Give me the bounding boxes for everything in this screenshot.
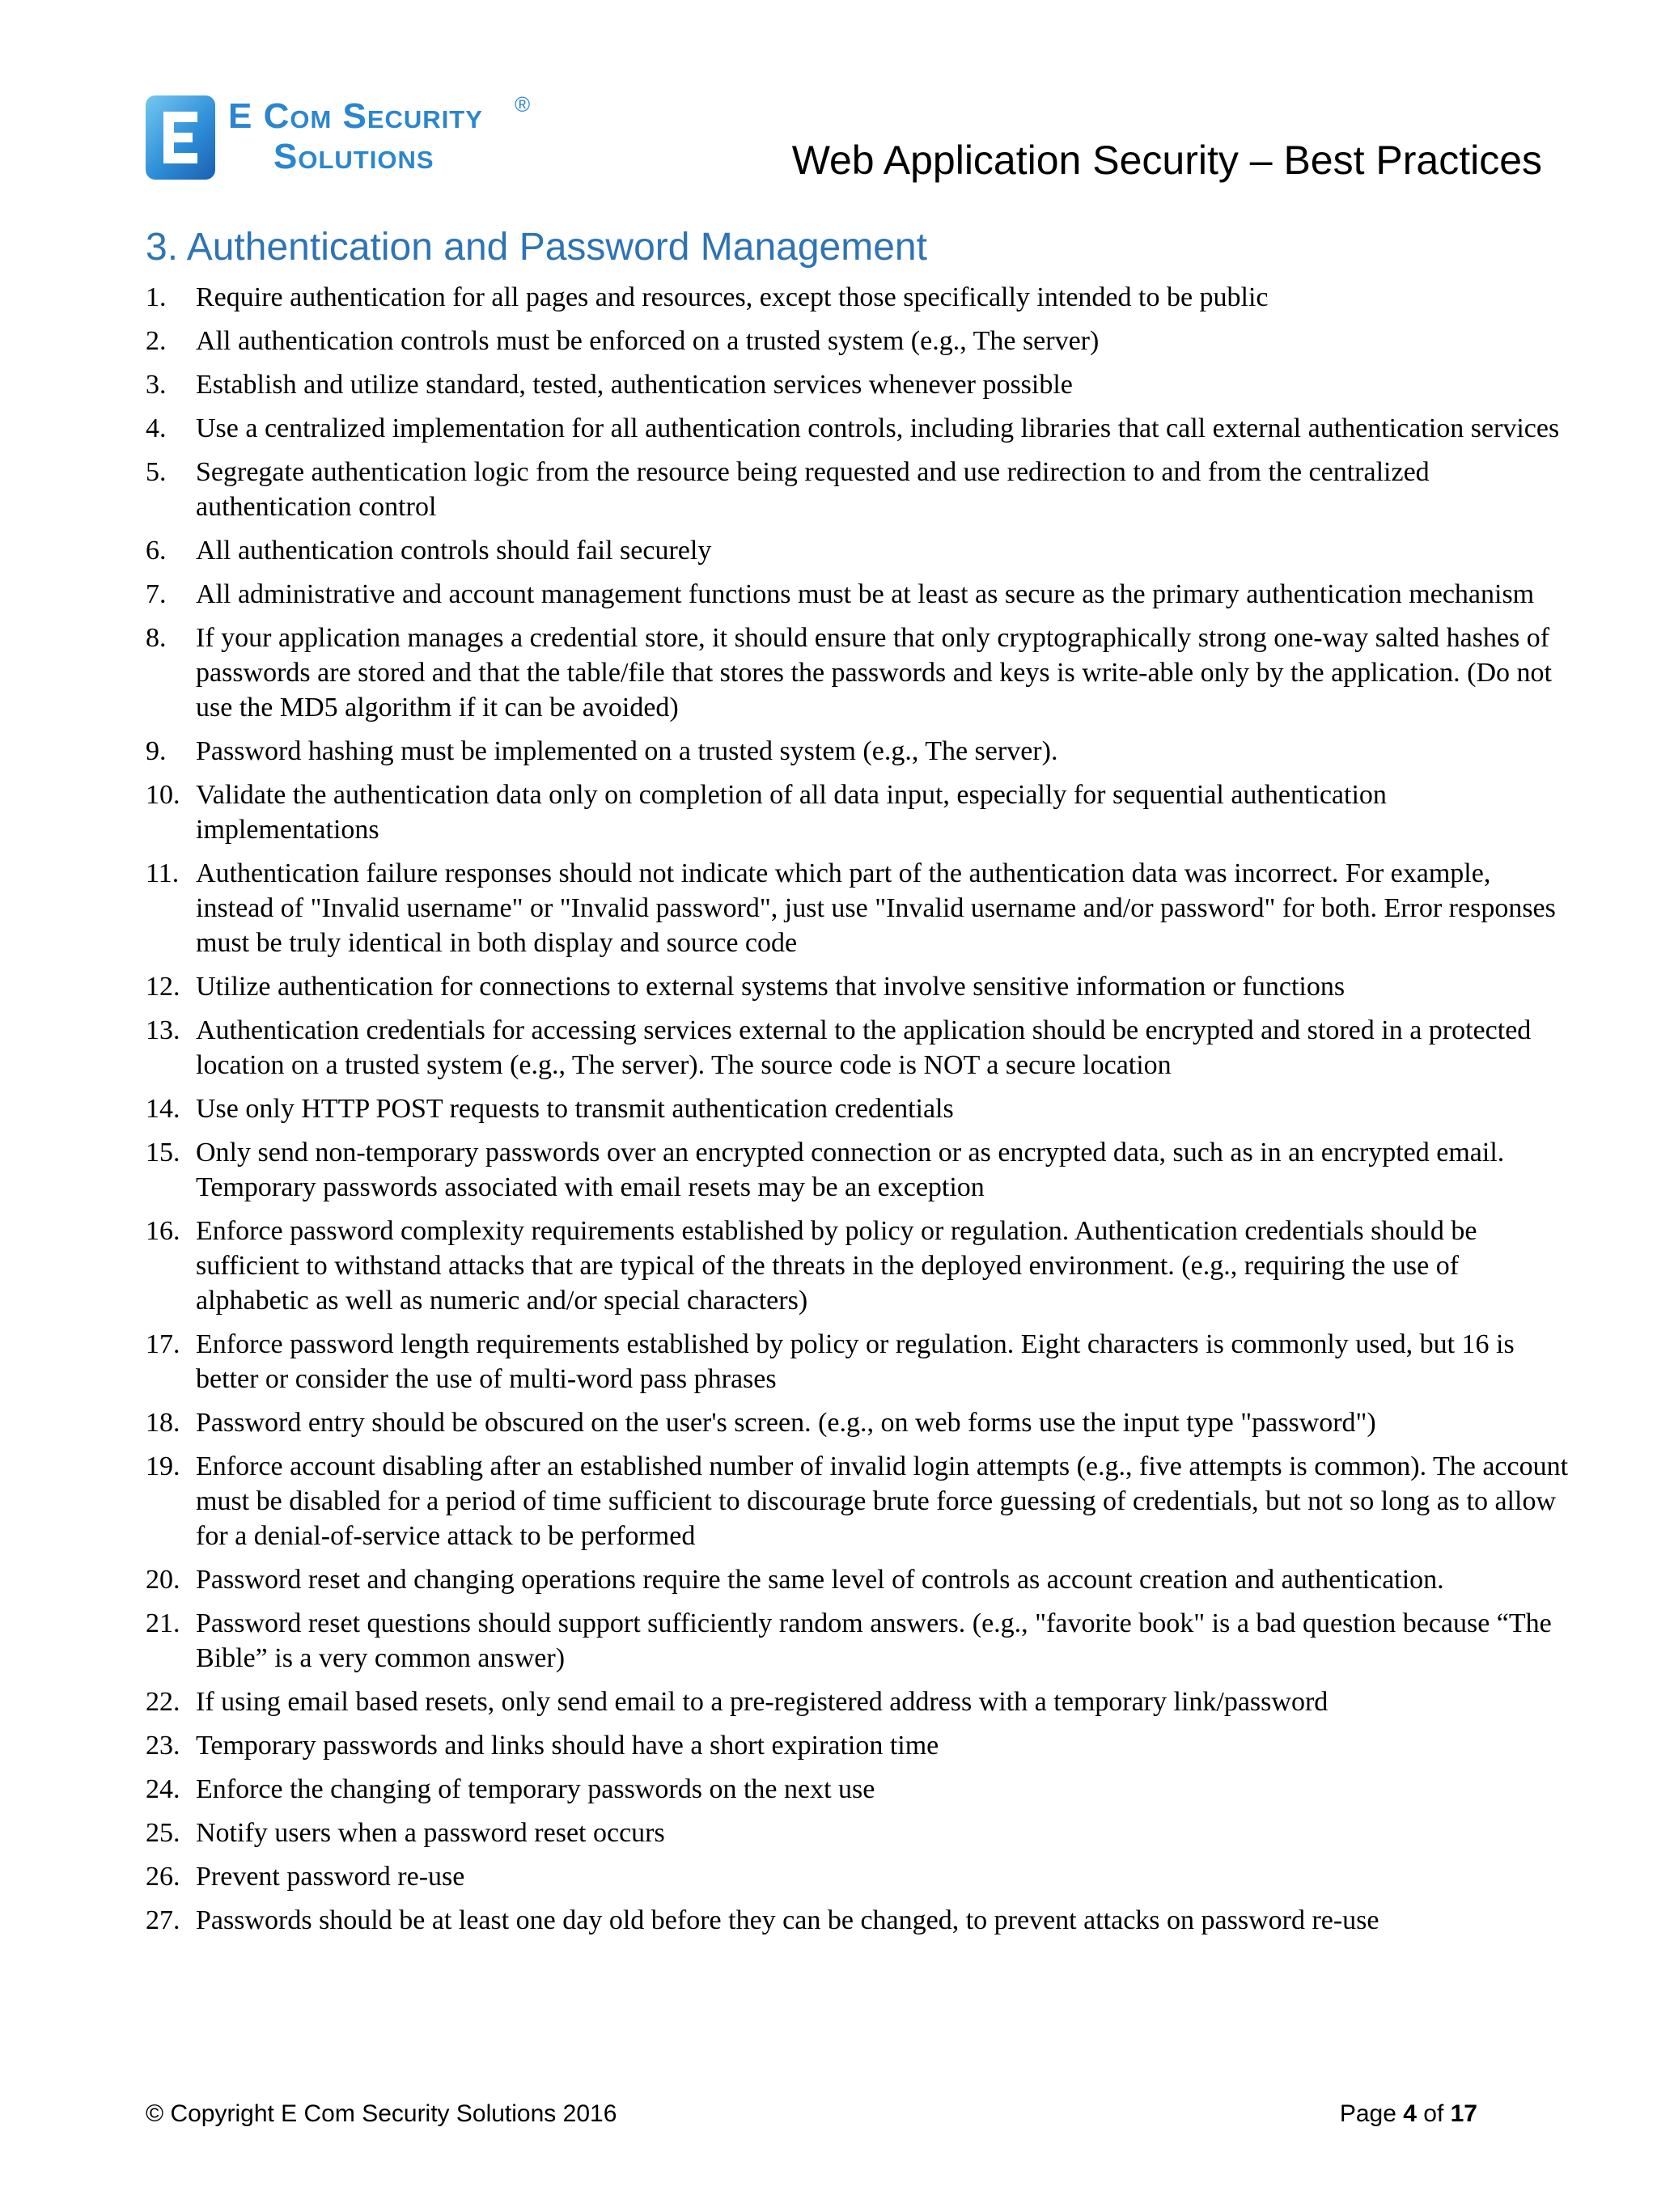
list-item-text: Use only HTTP POST requests to transmit authentication credentials bbox=[196, 1094, 954, 1124]
list-item-number: 21. bbox=[146, 1608, 180, 1638]
section-heading: 3. Authentication and Password Management bbox=[146, 226, 927, 269]
page-total: 17 bbox=[1450, 2100, 1477, 2127]
list-item-number: 18. bbox=[146, 1408, 180, 1438]
list-item bbox=[146, 856, 1570, 960]
list-item-text: Use a centralized implementation for all authentication controls, including libraries that call external authentication services bbox=[196, 413, 1560, 443]
list-item-number: 17. bbox=[146, 1329, 180, 1359]
page-of: of bbox=[1416, 2100, 1451, 2127]
footer-copyright: © Copyright E Com Security Solutions 2016 bbox=[146, 2100, 617, 2127]
list-item-text: If your application manages a credential store, it should ensure that only cryptographically strong one-way salted hashes of passwords are stored and that the table/file that stores the passwords and keys is write-able only by the application. (Do not use the MD5 algorithm if it can be avoided) bbox=[196, 623, 1552, 723]
list-item bbox=[146, 1772, 1570, 1807]
list-item-text: Notify users when a password reset occurs bbox=[196, 1818, 665, 1848]
list-item-number: 9. bbox=[146, 736, 167, 766]
list-item-text: Password reset and changing operations require the same level of controls as account creation and authentication. bbox=[196, 1565, 1444, 1595]
document-title: Web Application Security – Best Practices bbox=[791, 138, 1542, 183]
list-item bbox=[146, 1562, 1570, 1597]
list-item bbox=[146, 1606, 1570, 1676]
list-item-text: All authentication controls must be enforced on a trusted system (e.g., The server) bbox=[196, 326, 1100, 356]
list-item bbox=[146, 1816, 1570, 1850]
list-item-text: All administrative and account management functions must be at least as secure as the primary authentication mechanism bbox=[196, 579, 1535, 609]
list-item-text: Enforce the changing of temporary passwords on the next use bbox=[196, 1774, 875, 1804]
list-item bbox=[146, 1013, 1570, 1083]
list-item bbox=[146, 1327, 1570, 1396]
list-item bbox=[146, 1405, 1570, 1440]
list-item-number: 3. bbox=[146, 370, 167, 400]
list-item-text: Enforce password complexity requirements established by policy or regulation. Authentication credentials should be sufficient to withstand attacks that are typical of the threats in the deployed environment. (e.g., requiring the use of alphabetic as well as numeric and/or special characters) bbox=[196, 1216, 1477, 1316]
list-item-number: 15. bbox=[146, 1138, 180, 1167]
list-item-text: Password reset questions should support sufficiently random answers. (e.g., "favorite book" is a bad question because “The Bible” is a very common answer) bbox=[196, 1608, 1552, 1673]
list-item-text: Passwords should be at least one day old before they can be changed, to prevent attacks on password re-use bbox=[196, 1905, 1379, 1935]
list-item bbox=[146, 621, 1570, 725]
list-item-number: 13. bbox=[146, 1015, 180, 1045]
list-item-number: 11. bbox=[146, 858, 180, 888]
list-item-number: 19. bbox=[146, 1451, 180, 1481]
list-item bbox=[146, 1449, 1570, 1553]
list-item bbox=[146, 411, 1570, 446]
list-item bbox=[146, 577, 1570, 612]
list-item-text: Enforce password length requirements established by policy or regulation. Eight characters is commonly used, but 16 is better or consider the use of multi-word pass phrases bbox=[196, 1329, 1515, 1394]
list-item bbox=[146, 280, 1570, 315]
list-item-text: Establish and utilize standard, tested, authentication services whenever possible bbox=[196, 370, 1073, 400]
list-item-number: 25. bbox=[146, 1818, 180, 1848]
list-item bbox=[146, 1684, 1570, 1719]
list-item-text: Segregate authentication logic from the resource being requested and use redirection to and from the centralized authentication control bbox=[196, 457, 1430, 522]
logo-e-icon bbox=[146, 95, 215, 180]
list-item-number: 26. bbox=[146, 1862, 180, 1892]
list-item-text: Enforce account disabling after an established number of invalid login attempts (e.g., five attempts is common). The account must be disabled for a period of time sufficient to discourage brute force guessing of credentials, but not so long as to allow for a denial-of-service attack to be performed bbox=[196, 1451, 1569, 1551]
list-item-number: 12. bbox=[146, 972, 180, 1002]
list-item bbox=[146, 1859, 1570, 1894]
list-item-text: Prevent password re-use bbox=[196, 1862, 465, 1892]
list-item bbox=[146, 1903, 1570, 1938]
list-item-text: Only send non-temporary passwords over an encrypted connection or as encrypted data, such as in an encrypted email. Temporary passwords associated with email resets may be an exception bbox=[196, 1138, 1505, 1202]
list-item-text: Utilize authentication for connections to external systems that involve sensitive information or functions bbox=[196, 972, 1346, 1002]
list-item-text: All authentication controls should fail securely bbox=[196, 536, 712, 566]
logo-registered-mark: ® bbox=[515, 92, 531, 117]
list-item-number: 24. bbox=[146, 1774, 180, 1804]
logo-text-line2: Solutions bbox=[273, 137, 434, 176]
list-item-number: 6. bbox=[146, 536, 167, 566]
list-item-text: Password entry should be obscured on the user's screen. (e.g., on web forms use the input type "password") bbox=[196, 1408, 1376, 1438]
list-item-text: Require authentication for all pages and resources, except those specifically intended to be public bbox=[196, 282, 1269, 312]
list-item bbox=[146, 367, 1570, 402]
list-item-number: 2. bbox=[146, 326, 167, 356]
requirements-list bbox=[146, 280, 1570, 1947]
list-item-number: 10. bbox=[146, 780, 180, 810]
footer-page-number bbox=[1340, 2100, 1477, 2128]
list-item-text: If using email based resets, only send email to a pre-registered address with a temporary link/password bbox=[196, 1687, 1329, 1717]
list-item bbox=[146, 533, 1570, 568]
list-item-number: 16. bbox=[146, 1216, 180, 1246]
list-item-number: 1. bbox=[146, 282, 167, 312]
list-item-number: 4. bbox=[146, 413, 167, 443]
list-item-number: 23. bbox=[146, 1731, 180, 1761]
list-item-number: 27. bbox=[146, 1905, 180, 1935]
list-item-number: 8. bbox=[146, 623, 167, 653]
list-item bbox=[146, 734, 1570, 769]
list-item-text: Validate the authentication data only on completion of all data input, especially for sequential authentication implementations bbox=[196, 780, 1387, 845]
list-item-number: 20. bbox=[146, 1565, 180, 1595]
list-item bbox=[146, 1728, 1570, 1763]
logo-text-line1: E Com Security bbox=[228, 96, 483, 136]
list-item bbox=[146, 324, 1570, 358]
list-item-number: 7. bbox=[146, 579, 167, 609]
list-item-number: 14. bbox=[146, 1094, 180, 1124]
list-item bbox=[146, 1214, 1570, 1318]
list-item-text: Authentication credentials for accessing services external to the application should be encrypted and stored in a protected location on a trusted system (e.g., The server). The source code is NOT a secure location bbox=[196, 1015, 1532, 1080]
list-item bbox=[146, 455, 1570, 524]
list-item bbox=[146, 1091, 1570, 1126]
list-item bbox=[146, 969, 1570, 1004]
company-logo bbox=[146, 92, 550, 180]
list-item bbox=[146, 1135, 1570, 1205]
list-item-text: Password hashing must be implemented on a trusted system (e.g., The server). bbox=[196, 736, 1058, 766]
list-item-number: 5. bbox=[146, 457, 167, 487]
list-item-text: Temporary passwords and links should have a short expiration time bbox=[196, 1731, 939, 1761]
page-prefix: Page bbox=[1339, 2100, 1404, 2127]
list-item-number: 22. bbox=[146, 1687, 180, 1717]
list-item bbox=[146, 778, 1570, 847]
page-current: 4 bbox=[1403, 2100, 1417, 2127]
list-item-text: Authentication failure responses should not indicate which part of the authentication data was incorrect. For example, instead of "Invalid username" or "Invalid password", just use "Invalid username and/or password" for both. Error responses must be truly identical in both display and source code bbox=[196, 858, 1556, 958]
